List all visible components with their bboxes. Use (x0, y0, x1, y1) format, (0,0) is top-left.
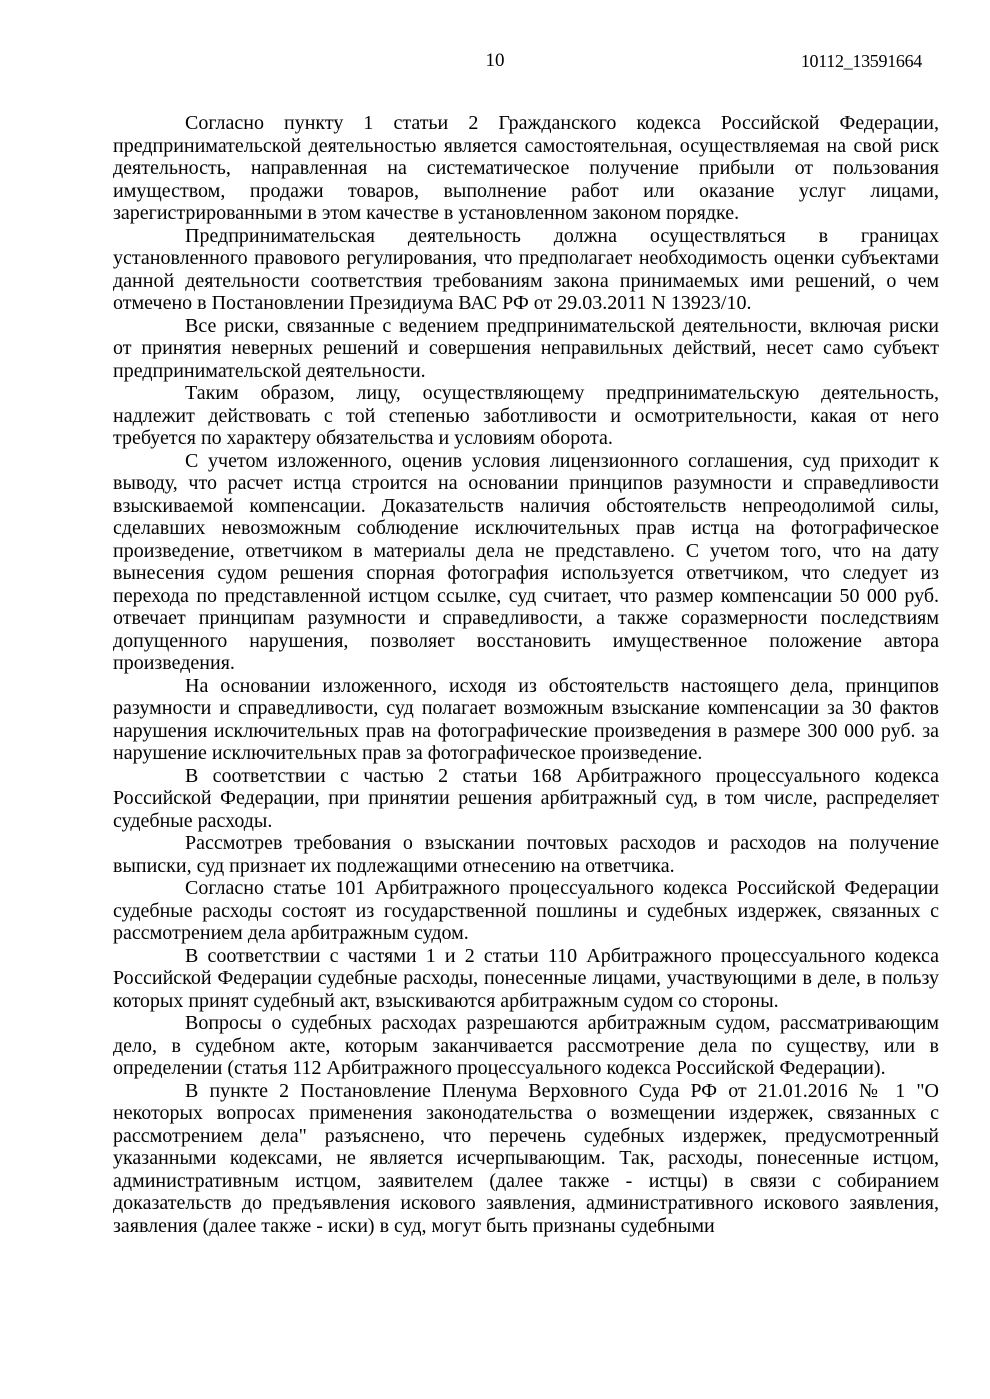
paragraph-business-risks: Все риски, связанные с ведением предпринимательской деятельности, включая риски от принятия неверных решений и совершения неправильных действий, несет само субъект предпринимательской деятельности. (113, 314, 939, 382)
paragraph-apk-article-112: Вопросы о судебных расходах разрешаются арбитражным судом, рассматривающим дело, в судебном акте, которым заканчивается рассмотрение дела по существу, или в определении (статья 112 Арбитражного процессуального кодекса Российской Федерации). (113, 1012, 939, 1079)
paragraph-business-limits: Предпринимательская деятельность должна осуществляться в границах установленного правового регулирования, что предполагает необходимость оценки субъектами данной деятельности соответствия требованиям закона принимаемых ими решений, о чем отмечено в Постановлении Президиума ВАС РФ от 29.03.2011 N 13923/10. (113, 224, 939, 314)
paragraph-plenum-2016: В пункте 2 Постановление Пленума Верховного Суда РФ от 21.01.2016 № 1 "О некоторых вопросах применения законодательства о возмещении издержек, связанных с рассмотрением дела" разъяснено, что перечень судебных издержек, предусмотренный указанными кодексами, не является исчерпывающим. Так, расходы, понесенные истцом, административным истцом, заявителем (далее также - истцы) в связи с собиранием доказательств до предъявления искового заявления, административного искового заявления, заявления (далее также - иски) в суд, могут быть признаны судебными (113, 1079, 939, 1237)
paragraph-apk-article-110: В соответствии с частями 1 и 2 статьи 110 Арбитражного процессуального кодекса Российской Федерации судебные расходы, понесенные лицами, участвующими в деле, в пользу которых принят судебный акт, взыскиваются арбитражным судом со стороны. (113, 944, 939, 1012)
paragraph-postal-costs: Рассмотрев требования о взыскании почтовых расходов и расходов на получение выписки, суд признает их подлежащими отнесению на ответчика. (113, 832, 939, 877)
document-body (113, 112, 939, 1237)
paragraph-gk-rf-article-2: Согласно пункту 1 статьи 2 Гражданского кодекса Российской Федерации, предпринимательской деятельностью является самостоятельная, осуществляемая на свой риск деятельность, направленная на систематическое получение прибыли от пользования имуществом, продажи товаров, выполнение работ или оказание услуг лицами, зарегистрированными в этом качестве в установленном законом порядке. (113, 112, 939, 224)
document-id: 10112_13591664 (800, 51, 922, 71)
paragraph-compensation-amount: На основании изложенного, исходя из обстоятельств настоящего дела, принципов разумности и справедливости, суд полагает возможным взыскание компенсации за 30 фактов нарушения исключительных прав на фотографические произведения в размере 300 000 руб. за нарушение исключительных прав за фотографическое произведение. (113, 674, 939, 764)
paragraph-apk-article-101: Согласно статье 101 Арбитражного процессуального кодекса Российской Федерации судебные расходы состоят из государственной пошлины и судебных издержек, связанных с рассмотрением дела арбитражным судом. (113, 877, 939, 944)
paragraph-apk-article-168: В соответствии с частью 2 статьи 168 Арбитражного процессуального кодекса Российской Федерации, при принятии решения арбитражный суд, в том числе, распределяет судебные расходы. (113, 764, 939, 832)
paragraph-compensation-assessment: С учетом изложенного, оценив условия лицензионного соглашения, суд приходит к выводу, что расчет истца строится на основании принципов разумности и справедливости взыскиваемой компенсации. Доказательств наличия обстоятельств непреодолимой силы, сделавших невозможным соблюдение исключительных прав истца на фотографическое произведение, ответчиком в материалы дела не представлено. С учетом того, что на дату вынесения судом решения спорная фотография используется ответчиком, что следует из перехода по представленной истцом ссылке, суд считает, что размер компенсации 50 000 руб. отвечает принципам разумности и справедливости, а также соразмерности последствиям допущенного нарушения, позволяет восстановить имущественное положение автора произведения. (113, 449, 939, 674)
page-number: 10 (485, 50, 505, 71)
paragraph-due-care: Таким образом, лицу, осуществляющему предпринимательскую деятельность, надлежит действовать с той степенью заботливости и осмотрительности, какая от него требуется по характеру обязательства и условиям оборота. (113, 382, 939, 449)
